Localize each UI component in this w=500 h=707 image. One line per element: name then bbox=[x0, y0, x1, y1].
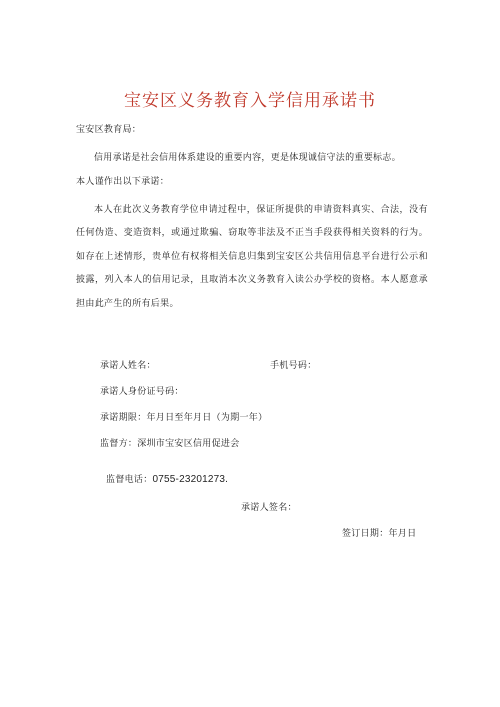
sign-date-label: 签订日期：年月日 bbox=[342, 529, 417, 539]
period-label: 承诺期限：年月日至年月日（为期一年） bbox=[100, 413, 268, 423]
addressee: 宝安区教育局： bbox=[76, 125, 142, 135]
hotline-label: 监督电话： bbox=[106, 475, 153, 485]
phone-label: 手机号码： bbox=[270, 361, 317, 371]
commitment-paragraph: 本人在此次义务教育学位申请过程中，保证所提供的申请资料真实、合法，没有任何伪造、变造资料，或通过欺骗、窃取等非法及不正当手段获得相关资料的行为。如存在上述情形，贵单位有权将相关信息归集到宝安区公共信用信息平台进行公示和披露，列入本人的信用记录，且取消本次义务教育入读公办学校的资格。本人愿意承担由此产生的所有后果。 bbox=[76, 205, 428, 309]
document-title: 宝安区义务教育入学信用承诺书 bbox=[124, 91, 376, 111]
intro-line-1: 信用承诺是社会信用体系建设的重要内容，更是体现诚信守法的重要标志。 bbox=[94, 153, 401, 163]
intro-line-2: 本人谨作出以下承诺： bbox=[76, 177, 170, 187]
id-number-label: 承诺人身份证号码： bbox=[100, 387, 184, 397]
signature-label: 承诺人签名： bbox=[241, 503, 297, 513]
supervisor-label: 监督方：深圳市宝安区信用促进会 bbox=[100, 439, 240, 449]
hotline-row bbox=[106, 472, 228, 485]
hotline-number: 0755-23201273. bbox=[152, 474, 229, 485]
promiser-name-label: 承诺人姓名： bbox=[100, 361, 156, 371]
